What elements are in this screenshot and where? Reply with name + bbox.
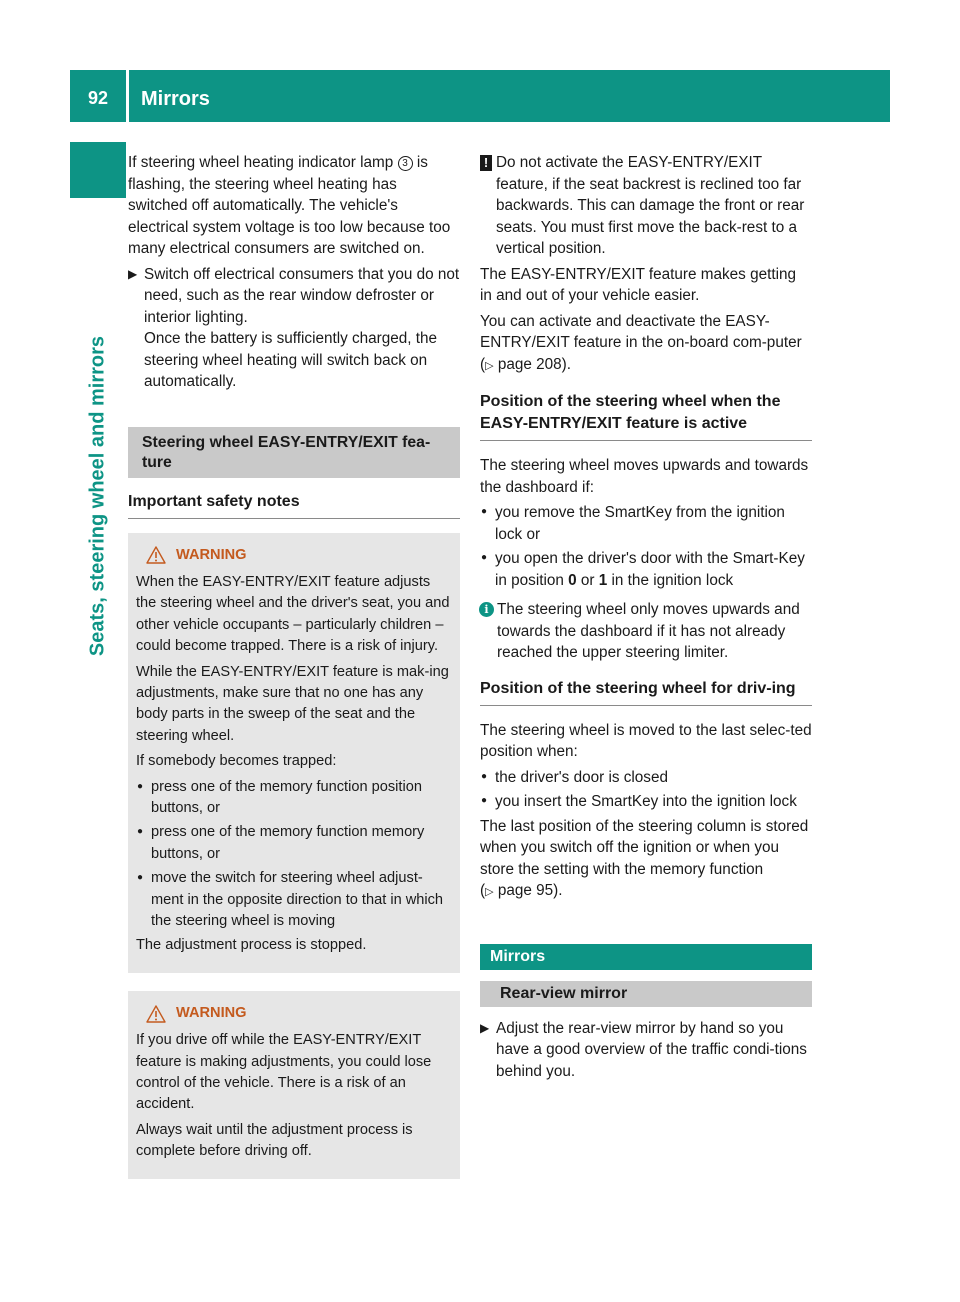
right-column: ! Do not activate the EASY-ENTRY/EXIT feature, if the seat backrest is reclined too far backwards. This can damage the front or rear seats. You must first move the back-rest to a vertical position. The EASY-ENTRY/EXIT feature makes getting in and out of your vehicle easier. You can activate and deactivate the EASY-ENTRY/EXIT feature in the on-board com-puter (▷ page 208). Position of the steering wheel when the EASY-ENTRY/EXIT feature is active The steering wheel moves upwards and towards the dashboard if: ● you remove the SmartKey from the ignition lock or ● you open the driver's door with the Smart-Key in position 0 or 1 in the ignition lock i The steering wheel only moves upwards and towards the dashboard if it has not already reached the upper steering limiter. Position of the steering wheel for driv-ing The steering wheel is moved to the last selec-ted position when: ● the driver's door is closed ● you insert the SmartKey into the ignition lock The last position of the steering column is stored when you switch off the ignition or when you store the setting with the memory function (▷ page 95). Mirrors Rear-view mirror ▶ Adjust the rear-view mirror by hand so you have a good overview of the traffic condi-tions behind you. <box>480 152 812 1086</box>
paragraph: The last position of the steering column is stored when you switch off the ignition or when you store the setting with the memory function (▷ page 95). <box>480 817 809 899</box>
page-reference-link[interactable]: page 95 <box>497 882 554 899</box>
side-tab <box>70 216 126 776</box>
warning-triangle-icon <box>146 546 166 564</box>
instruction-arrow-icon: ▶ <box>480 1020 490 1035</box>
page-ref-arrow-icon: ▷ <box>485 886 494 898</box>
notice-damage: ! Do not activate the EASY-ENTRY/EXIT feature, if the seat backrest is reclined too far backwards. This can damage the front or rear seats. You must first move the back-rest to a vertical position. <box>480 152 812 260</box>
info-note: i The steering wheel only moves upwards and towards the dashboard if it has not already reached the upper steering limiter. <box>480 599 812 664</box>
list-item: ● press one of the memory function position buttons, or <box>136 777 452 820</box>
exclamation-icon: ! <box>480 155 492 171</box>
list-item: ● you insert the SmartKey into the ignition lock <box>480 791 812 813</box>
list-item: ● the driver's door is closed <box>480 767 812 789</box>
indicator-lamp-number: 3 <box>398 156 413 171</box>
subheading-driving-position: Position of the steering wheel for driv-ing <box>480 678 812 706</box>
warning-label: WARNING <box>176 1004 247 1021</box>
side-tab-block <box>70 142 126 198</box>
section-title-rear-view-mirror: Rear-view mirror <box>480 981 812 1007</box>
warning-box-2: WARNING If you drive off while the EASY-ENTRY/EXIT feature is making adjustments, you could lose control of the vehicle. There is a risk of an accident. Always wait until the adjustment process is complete before driving off. <box>128 991 460 1179</box>
instruction-switch-off: ▶ Switch off electrical consumers that you do not need, such as the rear window defroster or interior lighting. Once the battery is sufficiently charged, the steering wheel heating will switch back on automatically. <box>128 265 460 390</box>
list-item: ● press one of the memory function memory buttons, or <box>136 822 452 865</box>
section-title-mirrors: Mirrors <box>480 944 812 970</box>
warning-triangle-icon <box>146 1005 166 1023</box>
page-title: Mirrors <box>141 88 210 110</box>
instruction-arrow-icon: ▶ <box>128 266 138 281</box>
page-reference-link[interactable]: page 208 <box>497 355 562 373</box>
left-column <box>128 152 460 1179</box>
list-item: ● you open the driver's door with the Smart-Key in position 0 or 1 in the ignition lock <box>480 548 812 591</box>
warning-label: WARNING <box>176 546 247 563</box>
page-ref-arrow-icon: ▷ <box>485 359 494 372</box>
warning-box-1: WARNING When the EASY-ENTRY/EXIT feature adjusts the steering wheel and the driver's seat, you and other vehicle occupants – particularly children – could become trapped. There is a risk of injury. While the EASY-ENTRY/EXIT feature is mak-ing adjustments, make sure that no one has any body parts in the sweep of the seat and the steering wheel. If somebody becomes trapped: ● press one of the memory function position buttons, or ● press one of the memory function memory buttons, or ● move the switch for steering wheel adjust-ment in the opposite direction to that in which the steering wheel is moving The adjustment process is stopped. <box>128 533 460 973</box>
list-item: ● you remove the SmartKey from the ignition lock or <box>480 502 812 545</box>
list-item: ● move the switch for steering wheel adjust-ment in the opposite direction to that in which the steering wheel is moving <box>136 868 452 932</box>
info-icon: i <box>479 602 494 617</box>
page-number: 92 <box>87 88 109 108</box>
intro-paragraph: If steering wheel heating indicator lamp 3 is flashing, the steering wheel heating has switched off automatically. The vehicle's electrical system voltage is too low because too many electrical consumers are switched on. <box>128 154 451 257</box>
paragraph: The EASY-ENTRY/EXIT feature makes getting in and out of your vehicle easier. <box>480 265 797 304</box>
paragraph: You can activate and deactivate the EASY-ENTRY/EXIT feature in the on-board com-puter (▷ page 208). <box>480 312 802 373</box>
section-title-easy-entry: Steering wheel EASY-ENTRY/EXIT fea-ture <box>128 427 460 478</box>
header-divider <box>126 70 129 122</box>
side-tab-label: Seats, steering wheel and mirrors <box>86 335 109 657</box>
instruction-rear-view: ▶ Adjust the rear-view mirror by hand so you have a good overview of the traffic condi-tions behind you. <box>480 1019 807 1080</box>
subheading-easy-entry-active: Position of the steering wheel when the EASY-ENTRY/EXIT feature is active <box>480 391 812 441</box>
subheading-safety-notes: Important safety notes <box>128 491 460 519</box>
